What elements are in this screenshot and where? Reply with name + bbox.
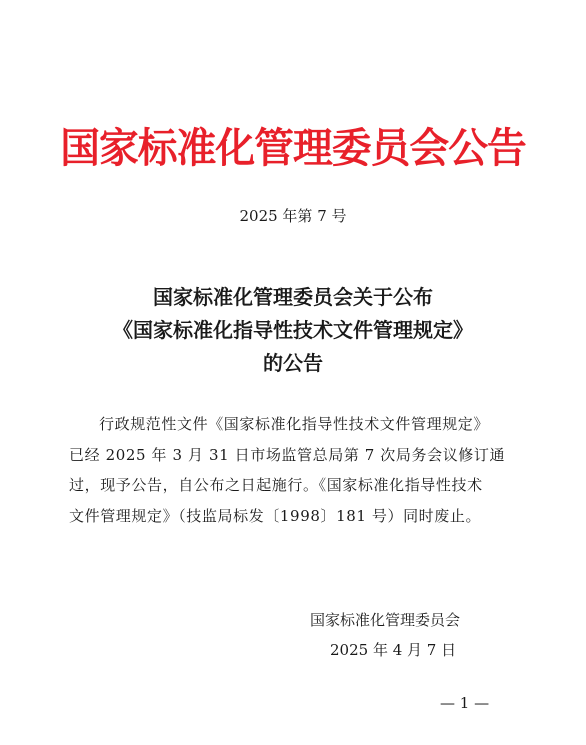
- document-number: 2025 年第 7 号: [239, 207, 347, 225]
- body-line-4: 文件管理规定》（技监局标发〔1998〕181 号）同时废止。: [69, 506, 482, 525]
- body-line-2: 已经 2025 年 3 月 31 日市场监管总局第 7 次局务会议修订通: [69, 445, 506, 464]
- body-line-1: 行政规范性文件《国家标准化指导性技术文件管理规定》: [99, 415, 490, 433]
- title-line-3: 的公告: [263, 351, 323, 375]
- title-line-1: 国家标准化管理委员会关于公布: [153, 285, 433, 309]
- announcement-title: [0, 281, 586, 380]
- issuing-organization: 国家标准化管理委员会: [310, 611, 461, 629]
- body-line-3: 过，现予公告，自公布之日起施行。《国家标准化指导性技术: [69, 476, 483, 494]
- signature-block: [300, 605, 480, 665]
- page-number: — 1 —: [440, 694, 490, 712]
- title-line-2: 《国家标准化指导性技术文件管理规定》: [113, 318, 473, 342]
- announcement-body: [69, 409, 521, 531]
- issue-date: 2025 年 4 月 7 日: [330, 641, 457, 659]
- masthead-title: 国家标准化管理委员会公告: [60, 124, 526, 172]
